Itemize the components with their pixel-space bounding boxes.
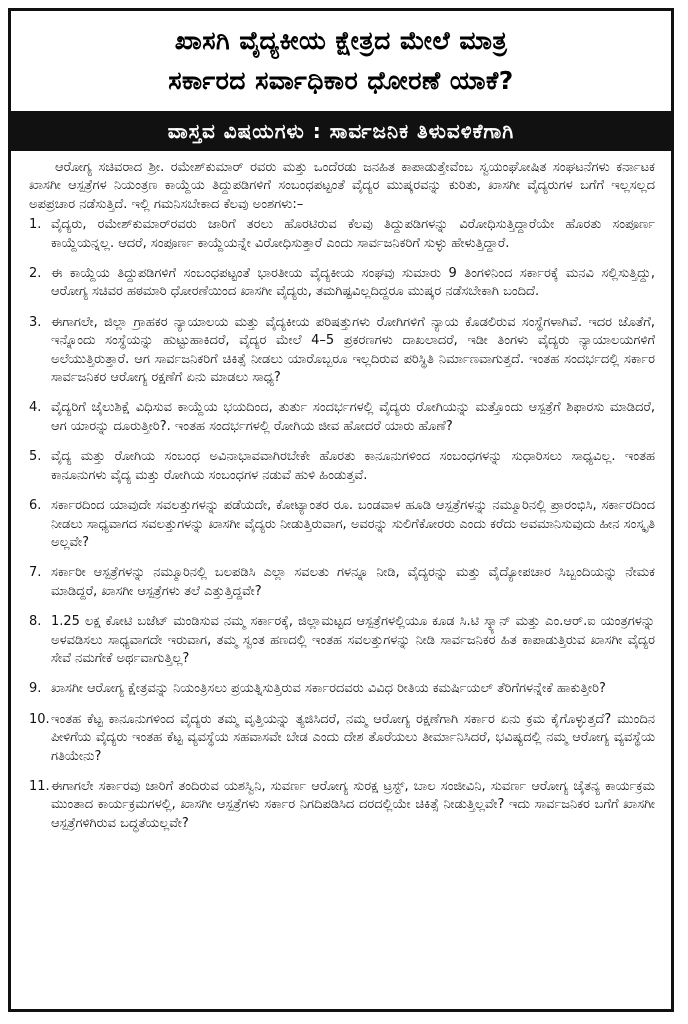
item-number: 9. — [29, 681, 42, 697]
list-item — [29, 711, 655, 766]
points-list — [29, 216, 655, 833]
item-number: 8. — [29, 614, 42, 630]
notice-frame — [8, 8, 674, 1012]
list-item — [29, 778, 655, 833]
item-text: ವೈದ್ಯರಿಗೆ ಜೈಲುಶಿಕ್ಷೆ ವಿಧಿಸುವ ಕಾಯ್ದೆಯ ಭಯದಿಂದ, ತುರ್ತು ಸಂದರ್ಭಗಳಲ್ಲಿ ವೈದ್ಯರು ರೋಗಿಯನ್ನು ಮತ್ತೊಂದು ಆಸ್ಪತ್ರೆಗೆ ಶಿಫಾರಸು ಮಾಡಿದರೆ, ಆಗ ಯಾರನ್ನು ದೂರುತ್ತೀರಿ?. ಇಂತಹ ಸಂದರ್ಭಗಳಲ್ಲಿ ರೋಗಿಯ ಜೀವ ಹೋದರೆ ಯಾರು ಹೊಣೆ? — [51, 400, 655, 434]
item-number: 4. — [29, 400, 42, 416]
notice-body — [29, 159, 655, 845]
item-text: ಖಾಸಗೀ ಆರೋಗ್ಯ ಕ್ಷೇತ್ರವನ್ನು ನಿಯಂತ್ರಿಸಲು ಪ್ರಯತ್ನಿಸುತ್ತಿರುವ ಸರ್ಕಾರದವರು ವಿವಿಧ ರೀತಿಯ ಕಮರ್ಷಿಯಲ್ ತೆರಿಗೆಗಳನ್ನೇಕೆ ಹಾಕುತ್ತೀರಿ? — [51, 681, 606, 697]
item-number: 3. — [29, 314, 42, 330]
headline — [11, 11, 671, 111]
item-text: ಇಂತಹ ಕೆಟ್ಟ ಕಾನೂನುಗಳಿಂದ ವೈದ್ಯರು ತಮ್ಮ ವೃತ್ತಿಯನ್ನು ತ್ಯಜಿಸಿದರೆ, ನಮ್ಮ ಆರೋಗ್ಯ ರಕ್ಷಣೆಗಾಗಿ ಸರ್ಕಾರ ಏನು ಕ್ರಮ ಕೈಗೊಳ್ಳುತ್ತದೆ? ಮುಂದಿನ ಪೀಳಿಗೆಯ ವೈದ್ಯರು ಇಂತಹ ಕೆಟ್ಟ ವ್ಯವಸ್ಥೆಯ ಸಹವಾಸವೇ ಬೇಡ ಎಂದು ದೇಶ ತೊರೆಯಲು ತೀರ್ಮಾನಿಸಿದರೆ, ಭವಿಷ್ಯದಲ್ಲಿ ನಮ್ಮ ಆರೋಗ್ಯ ವ್ಯವಸ್ಥೆಯ ಗತಿಯೇನು? — [51, 711, 655, 764]
list-item — [29, 399, 655, 436]
item-number: 7. — [29, 565, 42, 581]
item-text: 1.25 ಲಕ್ಷ ಕೋಟಿ ಬಜೆಟ್ ಮಂಡಿಸುವ ನಮ್ಮ ಸರ್ಕಾರಕ್ಕೆ, ಜಿಲ್ಲಾಮಟ್ಟದ ಆಸ್ಪತ್ರೆಗಳಲ್ಲಿಯೂ ಕೂಡ ಸಿ.ಟಿ ಸ್ಕ್ಯಾನ್ ಮತ್ತು ಎಂ.ಆರ್.ಐ ಯಂತ್ರಗಳನ್ನು ಅಳವಡಿಸಲು ಸಾಧ್ಯವಾಗದೇ ಇರುವಾಗ, ತಮ್ಮ ಸ್ವಂತ ಹಣದಲ್ಲಿ ಇಂತಹ ಸವಲತ್ತುಗಳನ್ನು ನೀಡಿ ಸಾರ್ವಜನಿಕರ ಹಿತ ಕಾಪಾಡುತ್ತಿರುವ ಖಾಸಗೀ ವೈದ್ಯರ ಸೇವೆ ನಮಗೇಕೆ ಅರ್ಥವಾಗುತ್ತಿಲ್ಲ? — [51, 614, 655, 666]
item-number: 11. — [29, 778, 50, 794]
list-item — [29, 216, 655, 253]
headline-line-2: ಸರ್ಕಾರದ ಸರ್ವಾಧಿಕಾರ ಧೋರಣೆ ಯಾಕೆ? — [168, 66, 514, 95]
item-text: ಈ ಕಾಯ್ದೆಯ ತಿದ್ದುಪಡಿಗಳಿಗೆ ಸಂಬಂಧಪಟ್ಟಂತೆ ಭಾರತೀಯ ವೈದ್ಯಕೀಯ ಸಂಘವು ಸುಮಾರು 9 ತಿಂಗಳಿನಿಂದ ಸರ್ಕಾರಕ್ಕೆ ಮನವಿ ಸಲ್ಲಿಸುತ್ತಿದ್ದು, ಆರೋಗ್ಯ ಸಚಿವರ ಹಠಮಾರಿ ಧೋರಣೆಯಿಂದ ಖಾಸಗೀ ವೈದ್ಯರು, ತಮಗಿಷ್ಟವಿಲ್ಲದಿದ್ದರೂ ಮುಷ್ಕರ ನಡೆಸಬೇಕಾಗಿ ಬಂದಿದೆ. — [51, 266, 655, 300]
list-item — [29, 497, 655, 552]
item-number: 1. — [29, 217, 42, 233]
section-banner: ವಾಸ್ತವ ವಿಷಯಗಳು : ಸಾರ್ವಜನಿಕ ತಿಳುವಳಿಕೆಗಾಗಿ — [11, 111, 671, 151]
headline-line-1: ಖಾಸಗಿ ವೈದ್ಯಕೀಯ ಕ್ಷೇತ್ರದ ಮೇಲೆ ಮಾತ್ರ — [174, 26, 508, 55]
item-number: 5. — [29, 449, 42, 465]
list-item — [29, 314, 655, 388]
item-number: 6. — [29, 498, 42, 514]
item-text: ವೈದ್ಯ ಮತ್ತು ರೋಗಿಯ ಸಂಬಂಧ ಅವಿನಾಭಾವವಾಗಿರಬೇಕೇ ಹೊರತು ಕಾನೂನುಗಳಿಂದ ಸಂಬಂಧಗಳನ್ನು ಸುಧಾರಿಸಲು ಸಾಧ್ಯವಿಲ್ಲ. ಇಂತಹ ಕಾನೂನುಗಳು ವೈದ್ಯ ಮತ್ತು ರೋಗಿಯ ಸಂಬಂಧಗಳ ನಡುವೆ ಹುಳಿ ಹಿಂಡುತ್ತವೆ. — [51, 449, 655, 483]
list-item — [29, 564, 655, 601]
item-number: 2. — [29, 266, 42, 282]
item-text: ಸರ್ಕಾರದಿಂದ ಯಾವುದೇ ಸವಲತ್ತುಗಳನ್ನು ಪಡೆಯದೇ, ಕೋಟ್ಯಾಂತರ ರೂ. ಬಂಡವಾಳ ಹೂಡಿ ಆಸ್ಪತ್ರೆಗಳನ್ನು ನಮ್ಮೂರಿನಲ್ಲಿ ಪ್ರಾರಂಭಿಸಿ, ಸರ್ಕಾರದಿಂದ ನೀಡಲು ಸಾಧ್ಯವಾಗದ ಸವಲತ್ತುಗಳನ್ನು ಖಾಸಗೀ ವೈದ್ಯರು ನೀಡುತ್ತಿರುವಾಗ, ಅವರನ್ನು ಸುಲಿಗೆಕೋರರು ಎಂದು ಕರೆದು ಅವಮಾನಿಸುವುದು ಹೀನ ಸಂಸ್ಕೃತಿ ಅಲ್ಲವೇ? — [51, 498, 655, 550]
list-item — [29, 265, 655, 302]
list-item — [29, 680, 655, 698]
list-item — [29, 448, 655, 485]
intro-paragraph: ಆರೋಗ್ಯ ಸಚಿವರಾದ ಶ್ರೀ. ರಮೇಶ್‌ಕುಮಾರ್ ರವರು ಮತ್ತು ಒಂದೆರಡು ಜನಹಿತ ಕಾಪಾಡುತ್ತೇವೆಂಬ ಸ್ವಯಂಘೋಷಿತ ಸಂಘಟನೆಗಳು ಕರ್ನಾಟಕ ಖಾಸಗೀ ಆಸ್ಪತ್ರೆಗಳ ನಿಯಂತ್ರಣ ಕಾಯ್ದೆಯ ತಿದ್ದುಪಡಿಗಳಿಗೆ ಸಂಬಂಧಪಟ್ಟಂತೆ ವೈದ್ಯರ ಮುಷ್ಕರವನ್ನು ಕುರಿತು, ಖಾಸಗೀ ವೈದ್ಯರುಗಳ ಬಗೆಗೆ ಇಲ್ಲಸಲ್ಲದ ಅಪಪ್ರಚಾರ ನಡೆಸುತ್ತಿದೆ. ಇಲ್ಲಿ ಗಮನಿಸಬೇಕಾದ ಕೆಲವು ಅಂಶಗಳು:– — [29, 160, 655, 212]
item-text: ವೈದ್ಯರು, ರಮೇಶ್‌ಕುಮಾರ್‌ರವರು ಜಾರಿಗೆ ತರಲು ಹೊರಟಿರುವ ಕೆಲವು ತಿದ್ದುಪಡಿಗಳನ್ನು ವಿರೋಧಿಸುತ್ತಿದ್ದಾರೆಯೇ ಹೊರತು ಸಂಪೂರ್ಣ ಕಾಯ್ದೆಯನ್ನಲ್ಲ. ಆದರೆ, ಸಂಪೂರ್ಣ ಕಾಯ್ದೆಯನ್ನೇ ವಿರೋಧಿಸುತ್ತಾರೆ ಎಂದು ಸಾರ್ವಜನಿಕರಿಗೆ ಸುಳ್ಳು ಹೇಳುತ್ತಿದ್ದಾರೆ. — [51, 217, 655, 251]
item-text: ಸರ್ಕಾರೀ ಆಸ್ಪತ್ರೆಗಳನ್ನು ನಮ್ಮೂರಿನಲ್ಲಿ ಬಲಪಡಿಸಿ ಎಲ್ಲಾ ಸವಲತು ಗಳನ್ನೂ ನೀಡಿ, ವೈದ್ಯರನ್ನು ಮತ್ತು ವೈದ್ಯೋಪಚಾರ ಸಿಬ್ಬಂದಿಯನ್ನು ನೇಮಕ ಮಾಡಿದ್ದರೆ, ಖಾಸಗೀ ಆಸ್ಪತ್ರೆಗಳು ತಲೆ ಎತ್ತುತ್ತಿದ್ದವೇ? — [51, 565, 655, 599]
list-item — [29, 613, 655, 668]
item-text: ಈಗಾಗಲೇ ಸರ್ಕಾರವು ಜಾರಿಗೆ ತಂದಿರುವ ಯಶಸ್ವಿನಿ, ಸುವರ್ಣ ಆರೋಗ್ಯ ಸುರಕ್ಷ ಟ್ರಸ್ಟ್, ಬಾಲ ಸಂಜೀವಿನಿ, ಸುವರ್ಣ ಆರೋಗ್ಯ ಚೈತನ್ಯ ಕಾರ್ಯಕ್ರಮ ಮುಂತಾದ ಕಾರ್ಯಕ್ರಮಗಳಲ್ಲಿ, ಖಾಸಗೀ ಆಸ್ಪತ್ರೆಗಳು ಸರ್ಕಾರ ನಿಗದಿಪಡಿಸಿದ ದರದಲ್ಲಿಯೇ ಚಿಕಿತ್ಸೆ ನೀಡುತ್ತಿಲ್ಲವೇ? ಇದು ಸಾರ್ವಜನಿಕರ ಬಗೆಗೆ ಖಾಸಗೀ ಆಸ್ಪತ್ರೆಗಳಿಗಿರುವ ಬದ್ಧತೆಯಲ್ಲವೇ? — [51, 778, 655, 831]
item-number: 10. — [29, 711, 50, 727]
item-text: ಈಗಾಗಲೇ, ಜಿಲ್ಲಾ ಗ್ರಾಹಕರ ನ್ಯಾಯಾಲಯ ಮತ್ತು ವೈದ್ಯಕೀಯ ಪರಿಷತ್ತುಗಳು ರೋಗಿಗಳಿಗೆ ನ್ಯಾಯ ಕೊಡಲಿರುವ ಸಂಸ್ಥೆಗಳಾಗಿವೆ. ಇದರ ಜೊತೆಗೆ, ಇನ್ನೊಂದು ಸಂಸ್ಥೆಯನ್ನು ಹುಟ್ಟುಹಾಕಿದರೆ, ವೈದ್ಯರ ಮೇಲೆ 4–5 ಪ್ರಕರಣಗಳು ದಾಖಲಾದರೆ, ಇಡೀ ತಿಂಗಳು ವೈದ್ಯರು ನ್ಯಾಯಾಲಯಗಳಿಗೆ ಅಲೆಯುತ್ತಿರುತ್ತಾರೆ. ಆಗ ಸಾರ್ವಜನಿಕರಿಗೆ ಚಿಕಿತ್ಸೆ ನೀಡಲು ಯಾರೊಬ್ಬರೂ ಇಲ್ಲದಿರುವ ಪರಿಸ್ಥಿತಿ ನಿರ್ಮಾಣವಾಗುತ್ತದೆ. ಇಂತಹ ಸಂದರ್ಭದಲ್ಲಿ ಸರ್ಕಾರ ಸಾರ್ವಜನಿಕರ ಆರೋಗ್ಯ ರಕ್ಷಣೆಗೆ ಏನು ಮಾಡಲು ಸಾಧ್ಯ? — [51, 314, 655, 386]
